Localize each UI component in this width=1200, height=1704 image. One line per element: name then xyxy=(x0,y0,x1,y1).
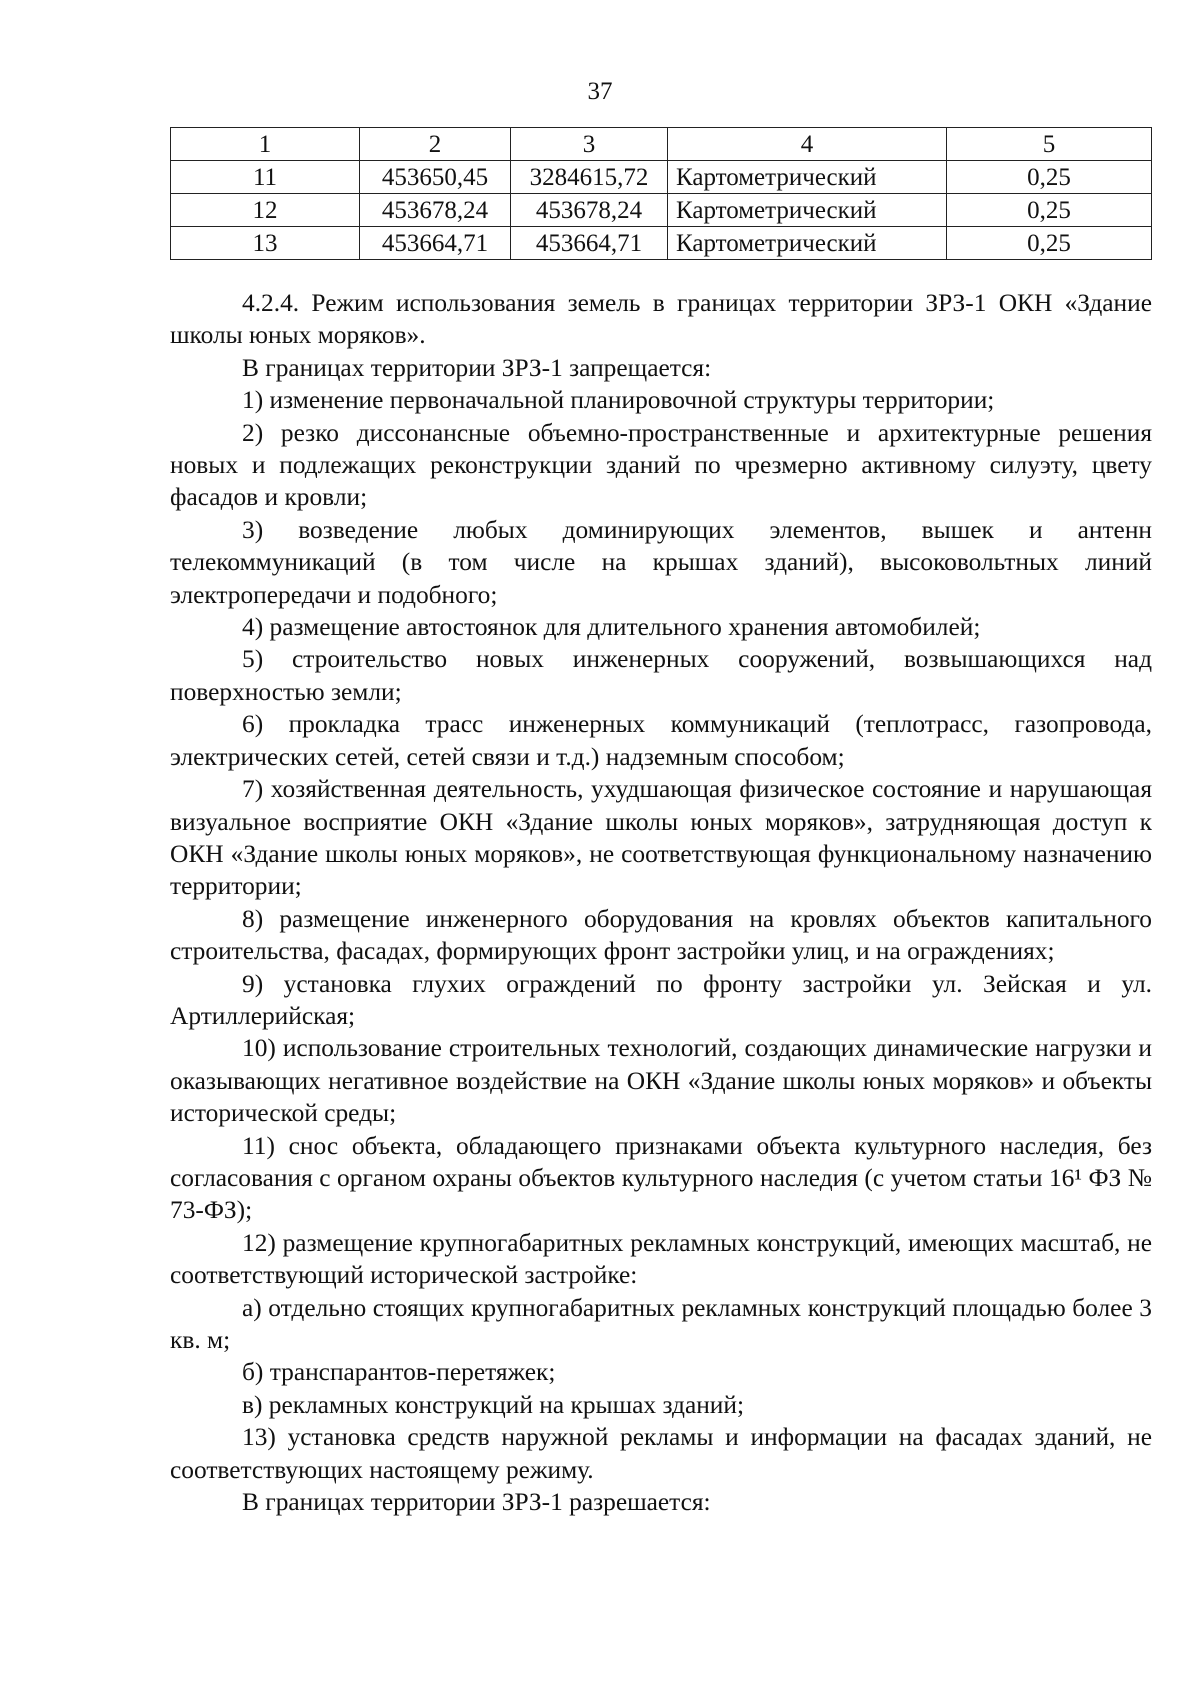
sub-list-item: в) рекламных конструкций на крышах зданий; xyxy=(242,1390,745,1419)
table-cell: 453678,24 xyxy=(511,194,668,227)
table-row xyxy=(171,194,1152,227)
table-cell: Картометрический xyxy=(668,161,947,194)
list-item: 9) установка глухих ограждений по фронту застройки ул. Зейская и ул. Артиллерийская; xyxy=(170,969,1152,1030)
table-header-cell: 2 xyxy=(360,128,511,161)
section-heading: 4.2.4. Режим использования земель в границах территории ЗРЗ-1 ОКН «Здание школы юных моряков». xyxy=(170,289,1152,350)
document-body xyxy=(170,287,1152,1518)
sub-list-item: а) отдельно стоящих крупногабаритных рекламных конструкций площадью более 3 кв. м; xyxy=(170,1293,1152,1354)
table-header-cell: 3 xyxy=(511,128,668,161)
list-item: 7) хозяйственная деятельность, ухудшающая физическое состояние и нарушающая визуальное восприятие ОКН «Здание школы юных моряков», затрудняющая доступ к ОКН «Здание школы юных моряков», не соответствующая функциональному назначению территории; xyxy=(170,775,1152,901)
table-header-cell: 1 xyxy=(171,128,360,161)
table-header-cell: 5 xyxy=(947,128,1152,161)
table-header-row xyxy=(171,128,1152,161)
list-item: 1) изменение первоначальной планировочной структуры территории; xyxy=(242,386,995,415)
list-item: 11) снос объекта, обладающего признаками объекта культурного наследия, без согласования с органом охраны объектов культурного наследия (с учетом статьи 16¹ ФЗ № 73-ФЗ); xyxy=(170,1131,1152,1225)
table-cell: 453678,24 xyxy=(360,194,511,227)
table-cell: 11 xyxy=(171,161,360,194)
table-header-cell: 4 xyxy=(668,128,947,161)
table-cell: 453650,45 xyxy=(360,161,511,194)
sub-list-item: б) транспарантов-перетяжек; xyxy=(242,1358,556,1387)
list-item: 8) размещение инженерного оборудования на кровлях объектов капитального строительства, фасадах, формирующих фронт застройки улиц, и на ограждениях; xyxy=(170,904,1152,966)
table-cell: 453664,71 xyxy=(511,227,668,260)
list-item: 13) установка средств наружной рекламы и информации на фасадах зданий, не соответствующих настоящему режиму. xyxy=(170,1423,1152,1484)
list-item: 2) резко диссонансные объемно-пространственные и архитектурные решения новых и подлежащих реконструкции зданий по чрезмерно активному силуэту, цвету фасадов и кровли; xyxy=(170,418,1152,512)
table-row xyxy=(171,161,1152,194)
table-cell: Картометрический xyxy=(668,227,947,260)
table-cell: 3284615,72 xyxy=(511,161,668,194)
list-item: 10) использование строительных технологий, создающих динамические нагрузки и оказывающих негативное воздействие на ОКН «Здание школы юных моряков» и объекты исторической среды; xyxy=(170,1034,1152,1128)
paragraph: В границах территории ЗРЗ-1 разрешается: xyxy=(242,1488,711,1517)
paragraph: В границах территории ЗРЗ-1 запрещается: xyxy=(242,353,712,382)
coordinates-table xyxy=(170,127,1152,260)
table-cell: Картометрический xyxy=(668,194,947,227)
table-cell: 12 xyxy=(171,194,360,227)
table-cell: 0,25 xyxy=(947,227,1152,260)
table-row xyxy=(171,227,1152,260)
list-item: 6) прокладка трасс инженерных коммуникаций (теплотрасс, газопровода, электрических сетей, сетей связи и т.д.) надземным способом; xyxy=(170,710,1152,771)
list-item: 3) возведение любых доминирующих элементов, вышек и антенн телекоммуникаций (в том числе на крышах зданий), высоковольтных линий электропередачи и подобного; xyxy=(170,515,1152,609)
table-cell: 0,25 xyxy=(947,161,1152,194)
table-cell: 453664,71 xyxy=(360,227,511,260)
page-number: 37 xyxy=(587,78,613,105)
list-item: 4) размещение автостоянок для длительного хранения автомобилей; xyxy=(242,613,981,642)
table-cell: 0,25 xyxy=(947,194,1152,227)
table-cell: 13 xyxy=(171,227,360,260)
list-item: 12) размещение крупногабаритных рекламных конструкций, имеющих масштаб, не соответствующий исторической застройке: xyxy=(170,1228,1152,1290)
list-item: 5) строительство новых инженерных сооружений, возвышающихся над поверхностью земли; xyxy=(170,645,1152,706)
